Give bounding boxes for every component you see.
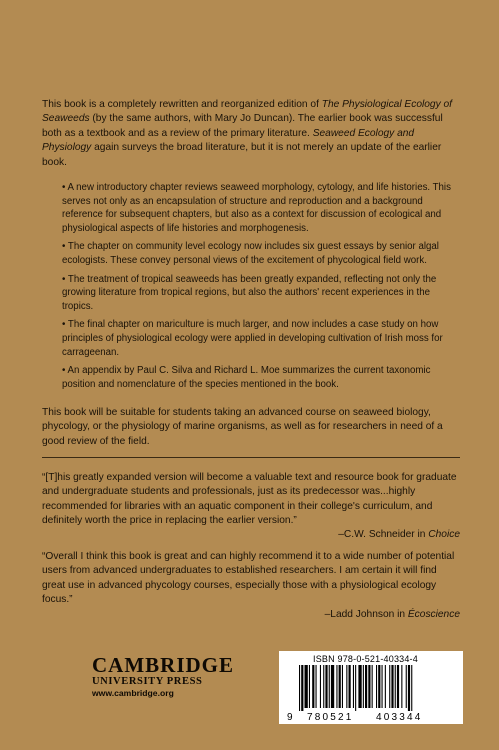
barcode-bar — [305, 665, 308, 708]
barcode-bar — [368, 665, 370, 708]
barcode-graphic — [279, 651, 463, 724]
intro-text-b: (by the same authors, with Mary Jo Duncan). The earlier book was successful both as a textbook and as a review of the primary literature. — [42, 113, 443, 139]
closing-paragraph: This book will be suitable for students taking an advanced course on seaweed biology, phycology, or the physiology of marine organisms, as well as for researchers in need of a good review of the field. — [42, 407, 443, 447]
barcode-bar — [339, 665, 341, 708]
review-quote-ecoscience: “Overall I think this book is great and can highly recommend it to a wide number of potential users from advanced undergraduates to established researchers. I am certain it will find great use in advanced phycology courses, especially those with a physiological ecology focus.” — [42, 551, 455, 606]
review-attribution-ecoscience — [325, 608, 460, 622]
barcode-bar — [353, 665, 354, 708]
barcode-bar — [401, 665, 402, 708]
barcode-bar — [342, 665, 343, 708]
barcode-bar — [299, 665, 300, 711]
barcode-bar — [323, 665, 324, 708]
isbn-label: ISBN 978-0-521-40334-4 — [313, 654, 418, 664]
barcode-bars — [299, 665, 412, 711]
review-quote-choice: “[T]his greatly expanded version will become a valuable text and resource book for graduate and undergraduate students and professionals, just as its predecessor was...highly recommended for libraries with an aquatic component in their college's curriculum, and definitely worth the price in replacing the earlier version.” — [42, 472, 457, 527]
intro-title-current: Seaweed Ecology and Physiology — [42, 127, 415, 154]
attribution-author: –C.W. Schneider in — [338, 529, 429, 540]
barcode-bar — [331, 665, 334, 708]
attribution-source: Choice — [428, 529, 460, 540]
barcode-bar — [325, 665, 327, 708]
barcode-bar — [385, 665, 386, 708]
feature-item: • The treatment of tropical seaweeds has been greatly expanded, reflecting not only the growing literature from tropical regions, but also the authors' recent experiences in the tropics. — [62, 273, 437, 312]
barcode-bar — [316, 665, 317, 708]
barcode-bar — [397, 665, 399, 708]
attribution-source: Écoscience — [407, 609, 460, 620]
barcode-digit-first: 9 — [287, 712, 293, 723]
intro-title-earlier: The Physiological Ecology of Seaweeds — [42, 99, 452, 125]
intro-paragraph — [42, 98, 460, 170]
barcode-bar — [391, 665, 393, 708]
feature-item: • A new introductory chapter reviews seaweed morphology, cytology, and life histories. This serves not only as an encapsulation of structure and reproduction and a background reference for subsequent chapters, but also as a context for discussion of ecological and physiological aspects of life histories and morphogenesis. — [62, 182, 451, 234]
barcode-bar — [320, 665, 321, 708]
intro-text-a: This book is a completely rewritten and reorganized edition of — [42, 99, 322, 110]
publisher-url: www.cambridge.org — [92, 688, 174, 698]
divider — [42, 457, 460, 458]
barcode-bar — [301, 665, 303, 711]
feature-item: • The chapter on community level ecology now includes six guest essays by senior algal ecologists. These convey personal views of the excitement of phycological field work. — [62, 241, 439, 266]
publisher-name: CAMBRIDGE — [92, 653, 235, 677]
barcode-bar — [309, 665, 310, 708]
attribution-author: –Ladd Johnson in — [324, 609, 408, 620]
barcode-bar — [395, 665, 396, 708]
barcode-bar — [372, 665, 373, 708]
barcode-bar — [411, 665, 412, 711]
publisher-logo — [92, 653, 235, 699]
barcode-bar — [336, 665, 337, 708]
barcode-bar — [312, 665, 314, 708]
intro-text-c: again surveys the broad literature, but it is not merely an update of the earlier book. — [42, 142, 442, 168]
barcode-bar — [329, 665, 330, 708]
barcode-bar — [358, 665, 361, 708]
barcode — [279, 651, 463, 724]
barcode-bar — [363, 665, 364, 708]
feature-item: • An appendix by Paul C. Silva and Richard L. Moe summarizes the current taxonomic position and nomenclature of the species mentioned in the book. — [62, 365, 431, 390]
barcode-bar — [408, 665, 410, 711]
review-attribution-choice — [338, 528, 460, 542]
feature-item: • The final chapter on mariculture is much larger, and now includes a case study on how principles of physiological ecology were applied in developing cultivation of Irish moss for carrageenan. — [62, 319, 443, 358]
barcode-bar — [346, 665, 347, 708]
barcode-bar — [389, 665, 390, 708]
publisher-sub: UNIVERSITY PRESS — [92, 676, 203, 687]
barcode-digits-left: 780521 — [307, 712, 354, 723]
barcode-bar — [378, 665, 380, 708]
barcode-bar — [406, 665, 407, 708]
barcode-bar — [365, 665, 367, 708]
barcode-bar — [376, 665, 377, 708]
barcode-bar — [355, 665, 356, 711]
barcode-bar — [382, 665, 383, 708]
barcode-bar — [349, 665, 351, 708]
barcode-digits-right: 403344 — [376, 712, 423, 723]
feature-list — [62, 181, 458, 396]
